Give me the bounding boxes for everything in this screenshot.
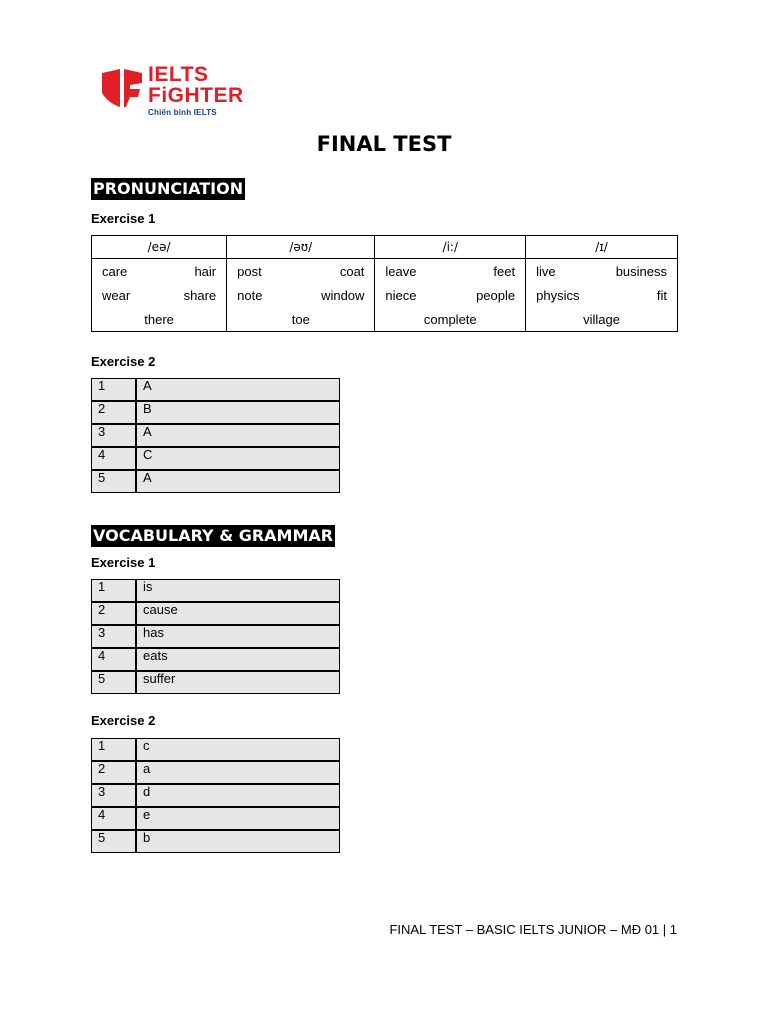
word: people [476,287,516,303]
word-cell [526,307,678,332]
answer-value: A [136,470,340,493]
answer-number: 4 [91,807,136,830]
answer-value: has [136,625,340,648]
word-cell [526,283,678,307]
word: complete [423,311,477,327]
exercise-label: Exercise 2 [91,713,156,728]
word: wear [102,287,131,303]
word-cell [227,259,375,284]
word: business [615,263,667,279]
answer-number: 5 [91,830,136,853]
pronunciation-table [91,235,678,332]
word: care [102,263,128,279]
section-heading-pronunciation: PRONUNCIATION [93,179,244,198]
word: niece [385,287,417,303]
page-title: FINAL TEST [316,132,452,156]
answer-row [91,401,340,424]
word-cell [375,259,526,284]
answer-value: cause [136,602,340,625]
answer-value: B [136,401,340,424]
word: note [237,287,263,303]
answer-number: 3 [91,424,136,447]
answer-row [91,447,340,470]
answer-row [91,738,340,761]
word: post [237,263,262,279]
answer-value: e [136,807,340,830]
answer-row [91,579,340,602]
answer-number: 1 [91,579,136,602]
answer-value: a [136,761,340,784]
page-footer: FINAL TEST – BASIC IELTS JUNIOR – MĐ 01 | 1 [389,922,677,937]
word: live [536,263,556,279]
word-cell [227,283,375,307]
answer-number: 4 [91,648,136,671]
word-cell [227,307,375,332]
answer-number: 3 [91,784,136,807]
word: share [183,287,217,303]
answer-number: 1 [91,738,136,761]
answer-value: suffer [136,671,340,694]
word: fit [656,287,667,303]
logo-line2: FiGHTER [148,84,244,107]
answer-row [91,602,340,625]
answer-row [91,424,340,447]
word-cell [92,307,227,332]
answer-row [91,470,340,493]
answer-row [91,378,340,401]
word-cell [375,283,526,307]
phoneme-header: /əʊ/ [227,236,375,259]
answer-table [91,378,340,493]
answer-table [91,738,340,853]
word-cell [92,283,227,307]
logo-tagline: Chiến binh IELTS [148,108,217,117]
logo-mark-icon [100,67,144,111]
word: window [321,287,365,303]
answer-number: 5 [91,671,136,694]
answer-value: d [136,784,340,807]
phoneme-header: /i:/ [375,236,526,259]
answer-row [91,807,340,830]
answer-number: 2 [91,761,136,784]
word: hair [194,263,217,279]
answer-value: eats [136,648,340,671]
word: physics [536,287,580,303]
answer-number: 4 [91,447,136,470]
logo-line1: IELTS [148,63,209,86]
exercise-label: Exercise 1 [91,211,156,226]
phoneme-header: /ɪ/ [526,236,678,259]
answer-row [91,761,340,784]
answer-row [91,830,340,853]
answer-row [91,671,340,694]
answer-value: A [136,424,340,447]
word: feet [493,263,516,279]
answer-value: c [136,738,340,761]
exercise-label: Exercise 2 [91,354,156,369]
exercise-label: Exercise 1 [91,555,156,570]
ielts-fighter-logo [92,58,270,124]
word: toe [291,311,310,327]
answer-row [91,784,340,807]
answer-value: A [136,378,340,401]
word-cell [375,307,526,332]
word-cell [526,259,678,284]
answer-number: 2 [91,602,136,625]
section-heading-vocabulary: VOCABULARY & GRAMMAR [93,526,334,545]
answer-number: 3 [91,625,136,648]
answer-table [91,579,340,694]
answer-row [91,625,340,648]
word: coat [339,263,365,279]
word: village [583,311,620,327]
word: leave [385,263,417,279]
answer-number: 2 [91,401,136,424]
answer-row [91,648,340,671]
word-cell [92,259,227,284]
answer-number: 1 [91,378,136,401]
answer-value: is [136,579,340,602]
word: there [144,311,174,327]
answer-value: b [136,830,340,853]
phoneme-header: /eə/ [92,236,227,259]
answer-number: 5 [91,470,136,493]
answer-value: C [136,447,340,470]
